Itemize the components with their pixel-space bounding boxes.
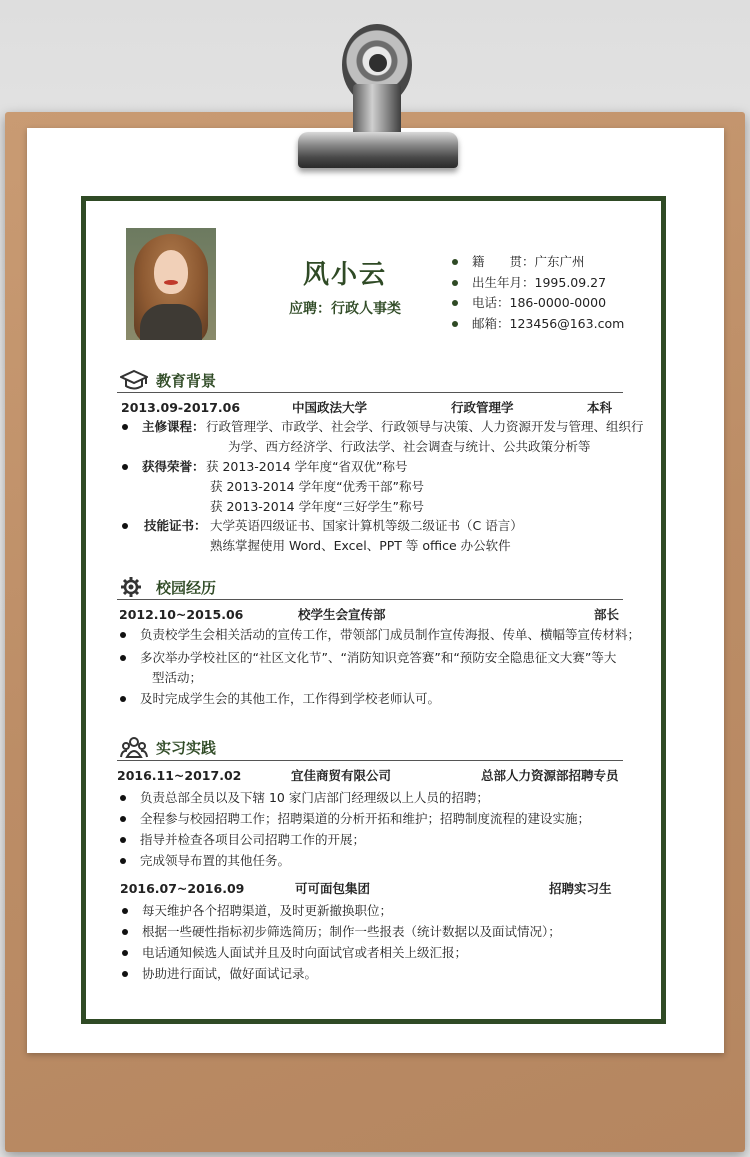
clip-hole (369, 54, 387, 72)
bullet-dot (122, 950, 128, 956)
edu-school: 中国政法大学 (292, 400, 368, 415)
campus-item: 负责校学生会相关活动的宣传工作，带领部门成员制作宣传海报、传单、横幅等宣传材料； (140, 627, 641, 642)
honor-item: 获 2013-2014 学年度“优秀干部”称号 (210, 479, 425, 494)
honors-label: 获得荣誉： (142, 459, 205, 474)
bullet-dot (120, 816, 126, 822)
job2-item: 根据一些硬性指标初步筛选简历；制作一些报表（统计数据以及面试情况）； (142, 924, 561, 939)
edu-degree: 本科 (587, 400, 613, 415)
people-icon (120, 736, 148, 758)
job2-item: 电话通知候选人面试并且及时向面试官或者相关上级汇报； (142, 945, 468, 960)
info-row-phone: 电话： 186-0000-0000 (452, 293, 624, 314)
job2-date: 2016.07~2016.09 (120, 881, 245, 896)
edu-date: 2013.09-2017.06 (121, 400, 241, 415)
campus-item: 及时完成学生会的其他工作，工作得到学校老师认可。 (140, 691, 441, 706)
job1-company: 宜佳商贸有限公司 (291, 768, 392, 783)
graduation-cap-icon (120, 369, 148, 391)
job1-item: 指导并检查各项目公司招聘工作的开展； (140, 832, 366, 847)
job1-role: 总部人力资源部招聘专员 (481, 768, 619, 783)
bullet-dot (122, 908, 128, 914)
courses-line-1: 行政管理学、市政学、社会学、行政领导与决策、人力资源开发与管理、组织行 (206, 419, 644, 434)
bullet-dot (122, 929, 128, 935)
bullet-dot (122, 523, 128, 529)
job1-item: 完成领导布置的其他任务。 (140, 853, 291, 868)
candidate-name: 风小云 (302, 260, 387, 290)
campus-item: 多次举办学校社区的“社区文化节”、“消防知识竞答赛”和“预防安全隐患征文大赛”等大 (140, 650, 617, 665)
courses-line-2: 为学、西方经济学、行政法学、社会调查与统计、公共政策分析等 (228, 439, 591, 454)
info-row-email: 邮箱： 123456@163.com (452, 314, 624, 335)
gear-icon (120, 576, 148, 598)
honor-item: 获 2013-2014 学年度“三好学生”称号 (210, 499, 425, 514)
job2-item: 每天维护各个招聘渠道，及时更新撤换职位； (142, 903, 393, 918)
profile-photo (126, 228, 216, 340)
intern-title: 实习实践 (120, 736, 216, 758)
bullet-dot (122, 971, 128, 977)
bullet-dot (120, 858, 126, 864)
skill-item: 熟练掌握使用 Word、Excel、PPT 等 office 办公软件 (210, 538, 511, 553)
job1-item: 负责总部全员以及下辖 10 家门店部门经理级以上人员的招聘； (140, 790, 489, 805)
campus-rule (117, 599, 623, 600)
education-title: 教育背景 (120, 369, 216, 391)
campus-date: 2012.10~2015.06 (119, 607, 244, 622)
courses-label: 主修课程： (142, 419, 205, 434)
bullet-dot (120, 795, 126, 801)
bullet-dot (120, 632, 126, 638)
edu-major: 行政管理学 (451, 400, 514, 415)
job1-date: 2016.11~2017.02 (117, 768, 242, 783)
intern-rule (117, 760, 623, 761)
campus-title: 校园经历 (120, 576, 216, 598)
job2-role: 招聘实习生 (549, 881, 612, 896)
campus-item-cont: 型活动； (152, 670, 203, 685)
info-row-birth: 出生年月： 1995.09.27 (452, 273, 624, 294)
contact-info (452, 252, 624, 334)
skills-label: 技能证书： (144, 518, 207, 533)
applied-position: 应聘：行政人事类 (289, 301, 401, 317)
bullet-dot (122, 424, 128, 430)
clip-base (298, 132, 458, 168)
education-rule (117, 392, 623, 393)
info-row-hometown: 籍 贯： 广东广州 (452, 252, 624, 273)
bullet-dot (120, 696, 126, 702)
bullet-dot (120, 655, 126, 661)
job1-item: 全程参与校园招聘工作；招聘渠道的分析开拓和维护；招聘制度流程的建设实施； (140, 811, 591, 826)
job2-item: 协助进行面试，做好面试记录。 (142, 966, 318, 981)
job2-company: 可可面包集团 (295, 881, 371, 896)
bullet-dot (120, 837, 126, 843)
campus-org: 校学生会宣传部 (298, 607, 386, 622)
honor-item: 获 2013-2014 学年度“省双优”称号 (206, 459, 408, 474)
campus-role: 部长 (594, 607, 620, 622)
skill-item: 大学英语四级证书、国家计算机等级二级证书（C 语言） (210, 518, 523, 533)
bullet-dot (122, 464, 128, 470)
